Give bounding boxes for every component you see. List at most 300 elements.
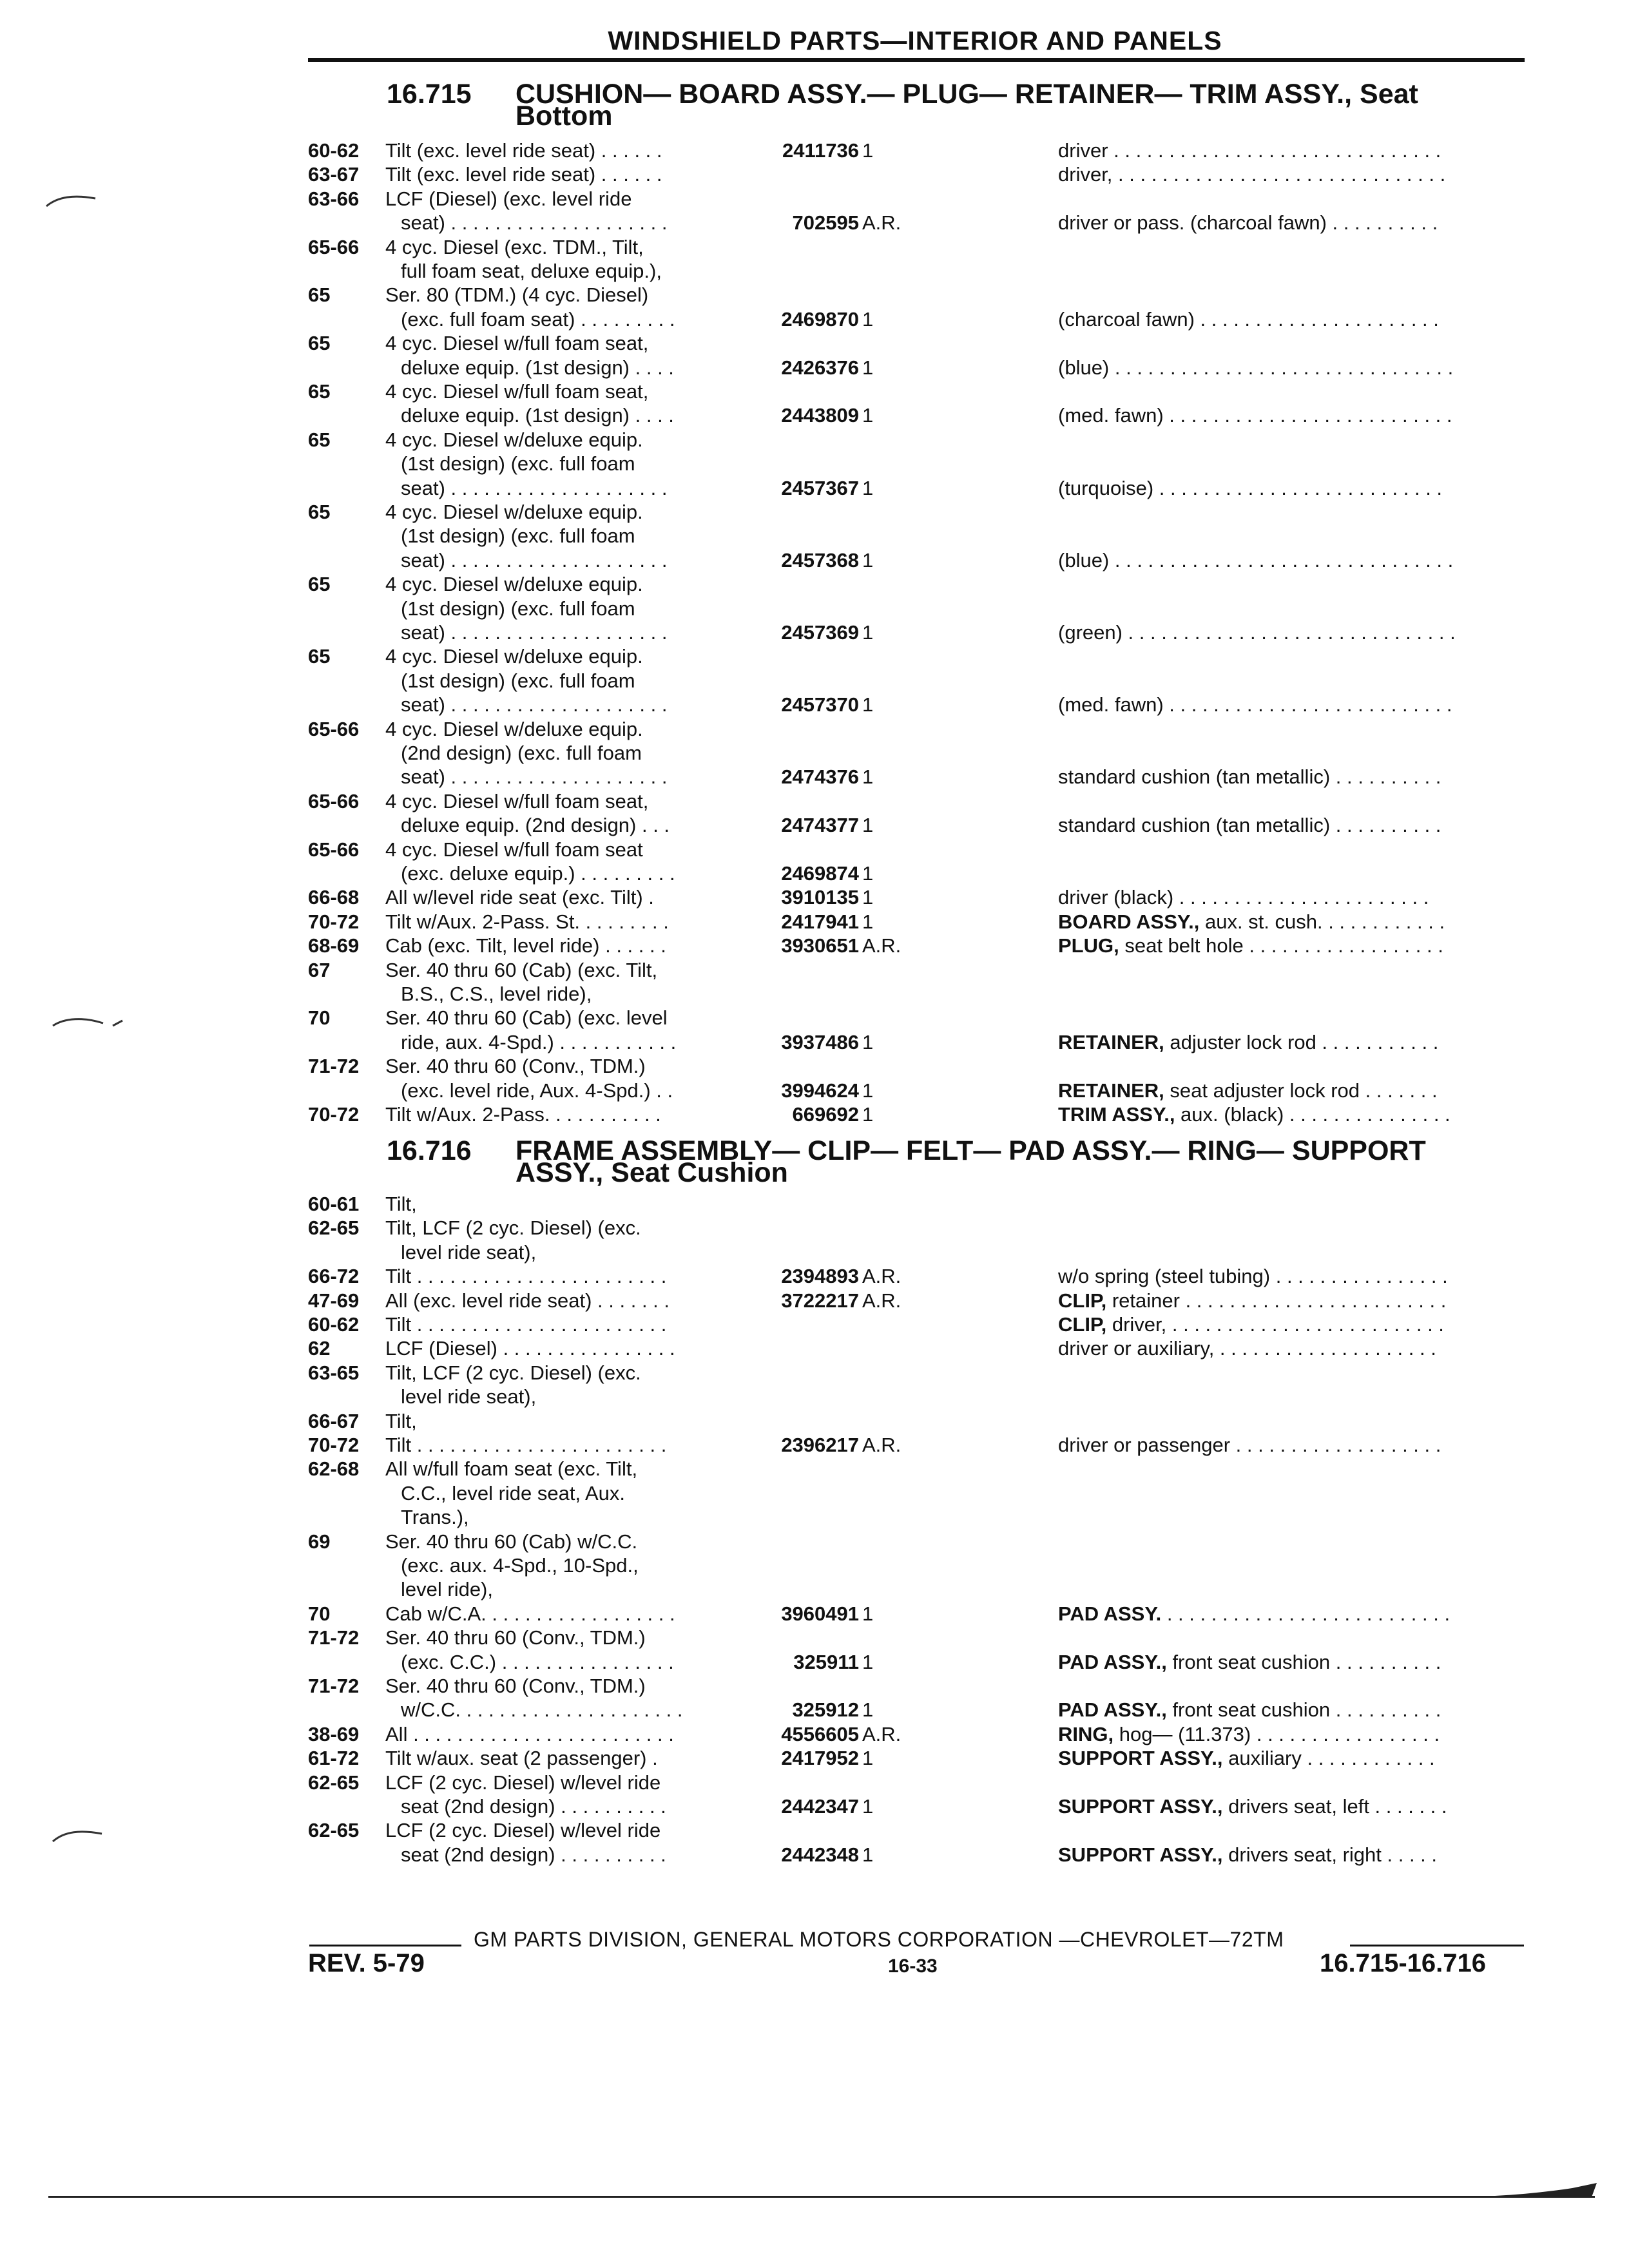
- part-description-text: driver, . . . . . . . . . . . . . . . . . . . . . . . . .: [1106, 1313, 1444, 1336]
- part-description: [1058, 1030, 1522, 1054]
- model-application: w/C.C. . . . . . . . . . . . . . . . . . . . .: [401, 1698, 683, 1722]
- model-application: LCF (Diesel) . . . . . . . . . . . . . . . .: [385, 1337, 675, 1360]
- part-description-text: front seat cushion . . . . . . . . . .: [1166, 1650, 1441, 1673]
- model-application: C.C., level ride seat, Aux.: [401, 1481, 626, 1504]
- part-number: 2442348: [781, 1843, 859, 1866]
- part-description: [1058, 934, 1522, 957]
- table-row: [0, 1216, 1629, 1240]
- part-description: [1058, 910, 1522, 934]
- part-description: [1058, 548, 1522, 572]
- part-number: 2411736: [782, 139, 859, 162]
- table-row: [0, 1054, 1629, 1078]
- model-years: 62: [308, 1337, 331, 1360]
- part-description-text: driver or pass. (charcoal fawn) . . . . . . . . . .: [1058, 211, 1438, 235]
- model-application: Ser. 40 thru 60 (Cab) (exc. level: [385, 1006, 668, 1030]
- model-years: 67: [308, 958, 331, 981]
- model-application: 4 cyc. Diesel w/full foam seat,: [385, 380, 649, 403]
- part-description-text: aux. st. cush. . . . . . . . . . . .: [1199, 910, 1445, 933]
- table-row: [0, 524, 1629, 548]
- table-row: [0, 1385, 1629, 1408]
- part-description: [1058, 403, 1522, 427]
- part-description: [1058, 693, 1522, 716]
- model-years: 62-68: [308, 1457, 360, 1481]
- part-description-text: retainer . . . . . . . . . . . . . . . . . . . . . . . .: [1106, 1289, 1447, 1312]
- model-years: 60-62: [308, 1313, 360, 1336]
- model-years: 66-72: [308, 1265, 360, 1288]
- part-number: 2474377: [781, 814, 859, 837]
- table-row: [0, 356, 1629, 380]
- section-title-line1: CUSHION— BOARD ASSY.— PLUG— RETAINER— TRIM ASSY., Seat: [516, 79, 1418, 110]
- model-years: 69: [308, 1530, 331, 1553]
- table-row: [0, 1240, 1629, 1264]
- part-number: 3994624: [781, 1079, 859, 1102]
- part-number: 2443809: [781, 404, 859, 427]
- table-row: [0, 1192, 1629, 1216]
- table-row: [0, 331, 1629, 355]
- table-row: [0, 380, 1629, 403]
- model-years: 62-65: [308, 1819, 360, 1842]
- part-description: [1058, 1650, 1522, 1674]
- quantity: 1: [862, 862, 874, 885]
- part-number: 2457370: [781, 693, 859, 716]
- table-row: [0, 1577, 1629, 1601]
- table-row: [0, 1505, 1629, 1529]
- part-description-text: drivers seat, right . . . . .: [1222, 1843, 1438, 1866]
- part-description: [1058, 139, 1522, 162]
- model-application: Tilt w/Aux. 2-Pass. . . . . . . . . . .: [385, 1103, 661, 1126]
- footer-revision: REV. 5-79: [308, 1949, 425, 1977]
- part-description-text: driver or auxiliary, . . . . . . . . . . . . . . . . . . . .: [1058, 1337, 1436, 1360]
- part-number: 2474376: [781, 765, 859, 789]
- model-years: 65-66: [308, 789, 360, 812]
- table-row: [0, 1312, 1629, 1336]
- part-number: 3930651: [781, 934, 859, 957]
- part-number: 2442347: [781, 1795, 859, 1818]
- part-number: 325911: [793, 1650, 859, 1673]
- part-number: 2469870: [781, 307, 859, 331]
- model-years: 65: [308, 284, 331, 307]
- table-row: [0, 620, 1629, 644]
- part-description-text: w/o spring (steel tubing) . . . . . . . . . . . . . . . .: [1058, 1265, 1448, 1288]
- part-number: 3910135: [781, 886, 859, 909]
- part-description-text: seat belt hole . . . . . . . . . . . . . . . . . .: [1119, 934, 1443, 957]
- model-application: Tilt (exc. level ride seat) . . . . . .: [385, 139, 662, 162]
- table-row: [0, 1030, 1629, 1054]
- part-number: 4556605: [781, 1722, 859, 1745]
- section-title-line1: FRAME ASSEMBLY— CLIP— FELT— PAD ASSY.— RING— SUPPORT: [516, 1135, 1426, 1166]
- table-row: [0, 1264, 1629, 1288]
- model-application: (exc. C.C.) . . . . . . . . . . . . . . . .: [401, 1650, 674, 1673]
- part-description-text: aux. (black) . . . . . . . . . . . . . . .: [1175, 1103, 1451, 1126]
- table-row: [0, 717, 1629, 741]
- model-application: Ser. 40 thru 60 (Conv., TDM.): [385, 1675, 646, 1697]
- table-row: [0, 813, 1629, 837]
- scan-smudge: [1495, 2183, 1598, 2198]
- model-application: Tilt w/Aux. 2-Pass. St. . . . . . . . .: [385, 910, 669, 933]
- model-application: level ride),: [401, 1578, 493, 1601]
- part-description-text: standard cushion (tan metallic) . . . . . . . . . .: [1058, 814, 1441, 837]
- table-row: [0, 910, 1629, 934]
- model-application: level ride seat),: [401, 1240, 537, 1264]
- model-years: 62-65: [308, 1771, 360, 1794]
- model-application: Ser. 40 thru 60 (Cab) (exc. Tilt,: [385, 958, 658, 981]
- table-row: [0, 1818, 1629, 1842]
- part-name: PAD ASSY.,: [1058, 1698, 1167, 1722]
- model-application: Tilt . . . . . . . . . . . . . . . . . . . . . . .: [385, 1434, 667, 1456]
- model-years: 65: [308, 501, 331, 523]
- table-row: [0, 741, 1629, 765]
- part-description: [1058, 1843, 1522, 1867]
- table-row: [0, 139, 1629, 162]
- model-application: Tilt . . . . . . . . . . . . . . . . . . . . . . .: [385, 1265, 667, 1288]
- table-row: [0, 1289, 1629, 1312]
- quantity: 1: [862, 1843, 874, 1866]
- table-row: [0, 235, 1629, 259]
- part-name: PAD ASSY.,: [1058, 1650, 1167, 1673]
- table-row: [0, 1457, 1629, 1481]
- part-name: RETAINER,: [1058, 1079, 1164, 1102]
- table-row: [0, 211, 1629, 235]
- margin-hole-mark: [52, 1012, 129, 1037]
- quantity: 1: [862, 765, 874, 789]
- table-row: [0, 162, 1629, 186]
- model-years: 63-65: [308, 1361, 360, 1384]
- part-description-text: (blue) . . . . . . . . . . . . . . . . . . . . . . . . . . . . . . .: [1058, 548, 1454, 572]
- part-number: 2417952: [781, 1747, 859, 1770]
- table-row: [0, 934, 1629, 957]
- quantity: 1: [862, 910, 874, 933]
- quantity: A.R.: [862, 211, 901, 235]
- part-description: [1058, 1794, 1522, 1818]
- model-application: 4 cyc. Diesel w/full foam seat: [385, 838, 643, 861]
- model-years: 63-67: [308, 163, 360, 186]
- table-row: [0, 1433, 1629, 1457]
- model-application: (1st design) (exc. full foam: [401, 597, 635, 620]
- table-row: [0, 1409, 1629, 1433]
- part-description-text: seat adjuster lock rod . . . . . . .: [1164, 1079, 1438, 1102]
- part-description: [1058, 476, 1522, 500]
- model-application: (exc. full foam seat) . . . . . . . . .: [401, 307, 675, 331]
- part-name: RING,: [1058, 1722, 1114, 1745]
- quantity: 1: [862, 814, 874, 837]
- model-years: 66-67: [308, 1409, 360, 1432]
- model-years: 65: [308, 573, 331, 596]
- footer-publisher: GM PARTS DIVISION, GENERAL MOTORS CORPORATION —CHEVROLET—72TM: [474, 1928, 1284, 1951]
- table-row: [0, 644, 1629, 668]
- part-description: [1058, 765, 1522, 789]
- table-row: [0, 693, 1629, 716]
- model-application: Tilt,: [385, 1409, 417, 1432]
- model-application: (exc. level ride, Aux. 4-Spd.) . .: [401, 1079, 673, 1102]
- table-row: [0, 1626, 1629, 1649]
- quantity: 1: [862, 886, 874, 909]
- model-application: Ser. 40 thru 60 (Conv., TDM.): [385, 1626, 646, 1649]
- part-description: [1058, 1746, 1522, 1770]
- section-title-16-716: [0, 1135, 1629, 1191]
- part-description-text: (charcoal fawn) . . . . . . . . . . . . . . . . . . . . . .: [1058, 307, 1439, 331]
- part-description: [1058, 1312, 1522, 1336]
- part-description-text: drivers seat, left . . . . . . .: [1222, 1795, 1447, 1818]
- quantity: A.R.: [862, 1265, 901, 1288]
- model-years: 65-66: [308, 717, 360, 740]
- margin-hole-mark: [52, 1823, 103, 1849]
- table-row: [0, 838, 1629, 861]
- part-description: [1058, 356, 1522, 380]
- model-application: seat) . . . . . . . . . . . . . . . . . . . .: [401, 211, 668, 235]
- model-application: 4 cyc. Diesel w/full foam seat,: [385, 332, 649, 355]
- model-years: 47-69: [308, 1289, 360, 1312]
- part-number: 2457369: [781, 621, 859, 644]
- footer-rule-right: [1350, 1945, 1524, 1946]
- model-application: 4 cyc. Diesel w/full foam seat,: [385, 789, 649, 812]
- table-row: [0, 958, 1629, 982]
- quantity: 1: [862, 548, 874, 572]
- table-row: [0, 428, 1629, 452]
- model-application: (2nd design) (exc. full foam: [401, 742, 642, 764]
- part-number: 2426376: [781, 356, 859, 379]
- part-description: [1058, 1722, 1522, 1746]
- part-number: 2457368: [781, 548, 859, 572]
- part-description: [1058, 1698, 1522, 1722]
- model-application: All w/full foam seat (exc. Tilt,: [385, 1457, 638, 1481]
- model-application: Tilt . . . . . . . . . . . . . . . . . . . . . . .: [385, 1313, 667, 1336]
- model-years: 60-62: [308, 139, 360, 162]
- model-application: seat) . . . . . . . . . . . . . . . . . . . .: [401, 476, 668, 499]
- quantity: 1: [862, 307, 874, 331]
- quantity: A.R.: [862, 1434, 901, 1456]
- model-years: 70-72: [308, 1103, 360, 1126]
- section-number: 16.716: [387, 1135, 472, 1166]
- model-years: 63-66: [308, 187, 360, 210]
- margin-hole-mark: [45, 187, 97, 213]
- table-row: [0, 187, 1629, 211]
- model-application: Tilt,: [385, 1193, 417, 1215]
- model-application: All . . . . . . . . . . . . . . . . . . . . . . . .: [385, 1722, 674, 1745]
- model-application: Cab w/C.A. . . . . . . . . . . . . . . . . .: [385, 1602, 675, 1625]
- table-row: [0, 1698, 1629, 1722]
- part-description-text: . . . . . . . . . . . . . . . . . . . . . . . . . .: [1161, 1602, 1451, 1625]
- part-description: [1058, 162, 1522, 186]
- quantity: 1: [862, 621, 874, 644]
- section-number: 16.715: [387, 79, 472, 110]
- part-description-text: (med. fawn) . . . . . . . . . . . . . . . . . . . . . . . . . .: [1058, 693, 1452, 716]
- part-name: CLIP,: [1058, 1313, 1107, 1336]
- model-application: seat) . . . . . . . . . . . . . . . . . . . .: [401, 693, 668, 716]
- model-years: 70: [308, 1602, 331, 1625]
- model-years: 65-66: [308, 235, 360, 258]
- model-years: 65-66: [308, 838, 360, 861]
- model-application: full foam seat, deluxe equip.),: [401, 260, 662, 282]
- model-years: 62-65: [308, 1216, 360, 1240]
- part-description-text: driver, . . . . . . . . . . . . . . . . . . . . . . . . . . . . . .: [1058, 163, 1446, 186]
- quantity: 1: [862, 476, 874, 499]
- model-years: 70-72: [308, 1434, 360, 1456]
- table-row: [0, 1722, 1629, 1746]
- table-row: [0, 597, 1629, 620]
- section-title-line2: Bottom: [516, 101, 613, 131]
- part-description: [1058, 1079, 1522, 1102]
- quantity: 1: [862, 693, 874, 716]
- section-title-16-715: [0, 79, 1629, 134]
- part-description: [1058, 813, 1522, 837]
- table-row: [0, 1530, 1629, 1553]
- part-description: [1058, 620, 1522, 644]
- model-years: 70-72: [308, 910, 360, 933]
- part-number: 702595: [792, 211, 859, 235]
- table-row: [0, 283, 1629, 307]
- part-description-text: front seat cushion . . . . . . . . . .: [1166, 1698, 1441, 1722]
- part-name: TRIM ASSY.,: [1058, 1103, 1175, 1126]
- table-row: [0, 885, 1629, 909]
- model-application: 4 cyc. Diesel w/deluxe equip.: [385, 645, 643, 668]
- model-years: 68-69: [308, 934, 360, 957]
- model-application: LCF (2 cyc. Diesel) w/level ride: [385, 1771, 661, 1794]
- part-number: 3722217: [781, 1289, 859, 1312]
- table-row: [0, 669, 1629, 693]
- model-years: 71-72: [308, 1675, 360, 1697]
- table-row: [0, 789, 1629, 813]
- model-application: 4 cyc. Diesel w/deluxe equip.: [385, 501, 643, 523]
- part-name: SUPPORT ASSY.,: [1058, 1843, 1223, 1866]
- model-years: 71-72: [308, 1055, 360, 1078]
- part-number: 2457367: [781, 476, 859, 499]
- table-row: [0, 307, 1629, 331]
- model-years: 65: [308, 332, 331, 355]
- model-application: All w/level ride seat (exc. Tilt) .: [385, 886, 654, 909]
- model-application: LCF (2 cyc. Diesel) w/level ride: [385, 1819, 661, 1842]
- footer-section-range: 16.715-16.716: [1320, 1949, 1487, 1977]
- table-row: [0, 1481, 1629, 1505]
- part-number: 2469874: [781, 862, 859, 885]
- model-years: 70: [308, 1006, 331, 1030]
- table-row: [0, 1843, 1629, 1867]
- table-row: [0, 861, 1629, 885]
- model-years: 65: [308, 428, 331, 451]
- model-application: seat) . . . . . . . . . . . . . . . . . . . .: [401, 621, 668, 644]
- quantity: 1: [862, 1698, 874, 1722]
- part-description: [1058, 1102, 1522, 1126]
- model-years: 60-61: [308, 1193, 360, 1215]
- model-application: seat (2nd design) . . . . . . . . . .: [401, 1795, 666, 1818]
- table-row: [0, 982, 1629, 1006]
- model-application: deluxe equip. (1st design) . . . .: [401, 404, 674, 427]
- model-application: Cab (exc. Tilt, level ride) . . . . . .: [385, 934, 666, 957]
- quantity: 1: [862, 139, 874, 162]
- model-application: level ride seat),: [401, 1385, 537, 1408]
- model-application: Tilt, LCF (2 cyc. Diesel) (exc.: [385, 1216, 641, 1240]
- table-row: [0, 1602, 1629, 1626]
- table-row: [0, 1674, 1629, 1698]
- part-name: PAD ASSY.: [1058, 1602, 1162, 1625]
- model-years: 65: [308, 380, 331, 403]
- table-row: [0, 572, 1629, 596]
- part-name: RETAINER,: [1058, 1030, 1164, 1053]
- table-row: [0, 1102, 1629, 1126]
- table-row: [0, 765, 1629, 789]
- table-row: [0, 548, 1629, 572]
- footer-rule-left: [309, 1945, 461, 1946]
- quantity: 1: [862, 404, 874, 427]
- part-description-text: auxiliary . . . . . . . . . . . .: [1222, 1747, 1435, 1770]
- part-description: [1058, 307, 1522, 331]
- part-description: [1058, 1264, 1522, 1288]
- part-description-text: (turquoise) . . . . . . . . . . . . . . . . . . . . . . . . . .: [1058, 476, 1443, 499]
- part-name: BOARD ASSY.,: [1058, 910, 1200, 933]
- model-application: Ser. 80 (TDM.) (4 cyc. Diesel): [385, 284, 649, 307]
- quantity: A.R.: [862, 1722, 901, 1745]
- quantity: 1: [862, 356, 874, 379]
- part-description: [1058, 1336, 1522, 1360]
- table-row: [0, 1650, 1629, 1674]
- section-title-line2: ASSY., Seat Cushion: [516, 1157, 788, 1188]
- table-row: [0, 452, 1629, 476]
- quantity: 1: [862, 1103, 874, 1126]
- model-application: (1st design) (exc. full foam: [401, 669, 635, 692]
- table-row: [0, 1553, 1629, 1577]
- table-row: [0, 476, 1629, 500]
- quantity: 1: [862, 1079, 874, 1102]
- part-description-text: (green) . . . . . . . . . . . . . . . . . . . . . . . . . . . . . .: [1058, 621, 1456, 644]
- quantity: 1: [862, 1795, 874, 1818]
- part-name: CLIP,: [1058, 1289, 1107, 1312]
- part-description-text: driver . . . . . . . . . . . . . . . . . . . . . . . . . . . . . .: [1058, 139, 1441, 162]
- header-rule: [308, 58, 1525, 62]
- part-description-text: driver or passenger . . . . . . . . . . . . . . . . . . .: [1058, 1434, 1441, 1456]
- part-description-text: driver (black) . . . . . . . . . . . . . . . . . . . . . . .: [1058, 886, 1429, 909]
- model-application: (exc. deluxe equip.) . . . . . . . . .: [401, 862, 675, 885]
- model-application: Tilt w/aux. seat (2 passenger) .: [385, 1747, 658, 1770]
- quantity: A.R.: [862, 1289, 901, 1312]
- model-application: seat) . . . . . . . . . . . . . . . . . . . .: [401, 765, 668, 789]
- part-number: 3960491: [781, 1602, 859, 1625]
- table-row: [0, 1079, 1629, 1102]
- model-application: deluxe equip. (2nd design) . . .: [401, 814, 670, 837]
- table-row: [0, 1794, 1629, 1818]
- quantity: 1: [862, 1602, 874, 1625]
- model-application: 4 cyc. Diesel w/deluxe equip.: [385, 573, 643, 596]
- table-row: [0, 1771, 1629, 1794]
- model-years: 61-72: [308, 1747, 360, 1770]
- part-description-text: standard cushion (tan metallic) . . . . . . . . . .: [1058, 765, 1441, 789]
- model-years: 71-72: [308, 1626, 360, 1649]
- part-number: 2417941: [781, 910, 859, 933]
- page-header-title: WINDSHIELD PARTS—INTERIOR AND PANELS: [608, 26, 1222, 55]
- table-row: [0, 1006, 1629, 1030]
- model-application: Tilt (exc. level ride seat) . . . . . .: [385, 163, 662, 186]
- part-description: [1058, 1602, 1522, 1626]
- model-application: 4 cyc. Diesel w/deluxe equip.: [385, 428, 643, 451]
- part-description: [1058, 1433, 1522, 1457]
- part-description-text: (blue) . . . . . . . . . . . . . . . . . . . . . . . . . . . . . . .: [1058, 356, 1454, 379]
- part-description: [1058, 1289, 1522, 1312]
- part-number: 2396217: [781, 1434, 859, 1456]
- table-row: [0, 1336, 1629, 1360]
- model-application: Tilt, LCF (2 cyc. Diesel) (exc.: [385, 1361, 641, 1384]
- model-application: (exc. aux. 4-Spd., 10-Spd.,: [401, 1554, 639, 1577]
- table-row: [0, 259, 1629, 283]
- model-application: Ser. 40 thru 60 (Cab) w/C.C.: [385, 1530, 638, 1553]
- model-application: (1st design) (exc. full foam: [401, 452, 635, 476]
- model-application: (1st design) (exc. full foam: [401, 524, 635, 548]
- part-number: 2394893: [781, 1265, 859, 1288]
- model-application: deluxe equip. (1st design) . . . .: [401, 356, 674, 379]
- model-application: ride, aux. 4-Spd.) . . . . . . . . . . .: [401, 1030, 677, 1053]
- model-years: 66-68: [308, 886, 360, 909]
- part-description: [1058, 885, 1522, 909]
- quantity: 1: [862, 1030, 874, 1053]
- model-years: 38-69: [308, 1722, 360, 1745]
- table-row: [0, 500, 1629, 524]
